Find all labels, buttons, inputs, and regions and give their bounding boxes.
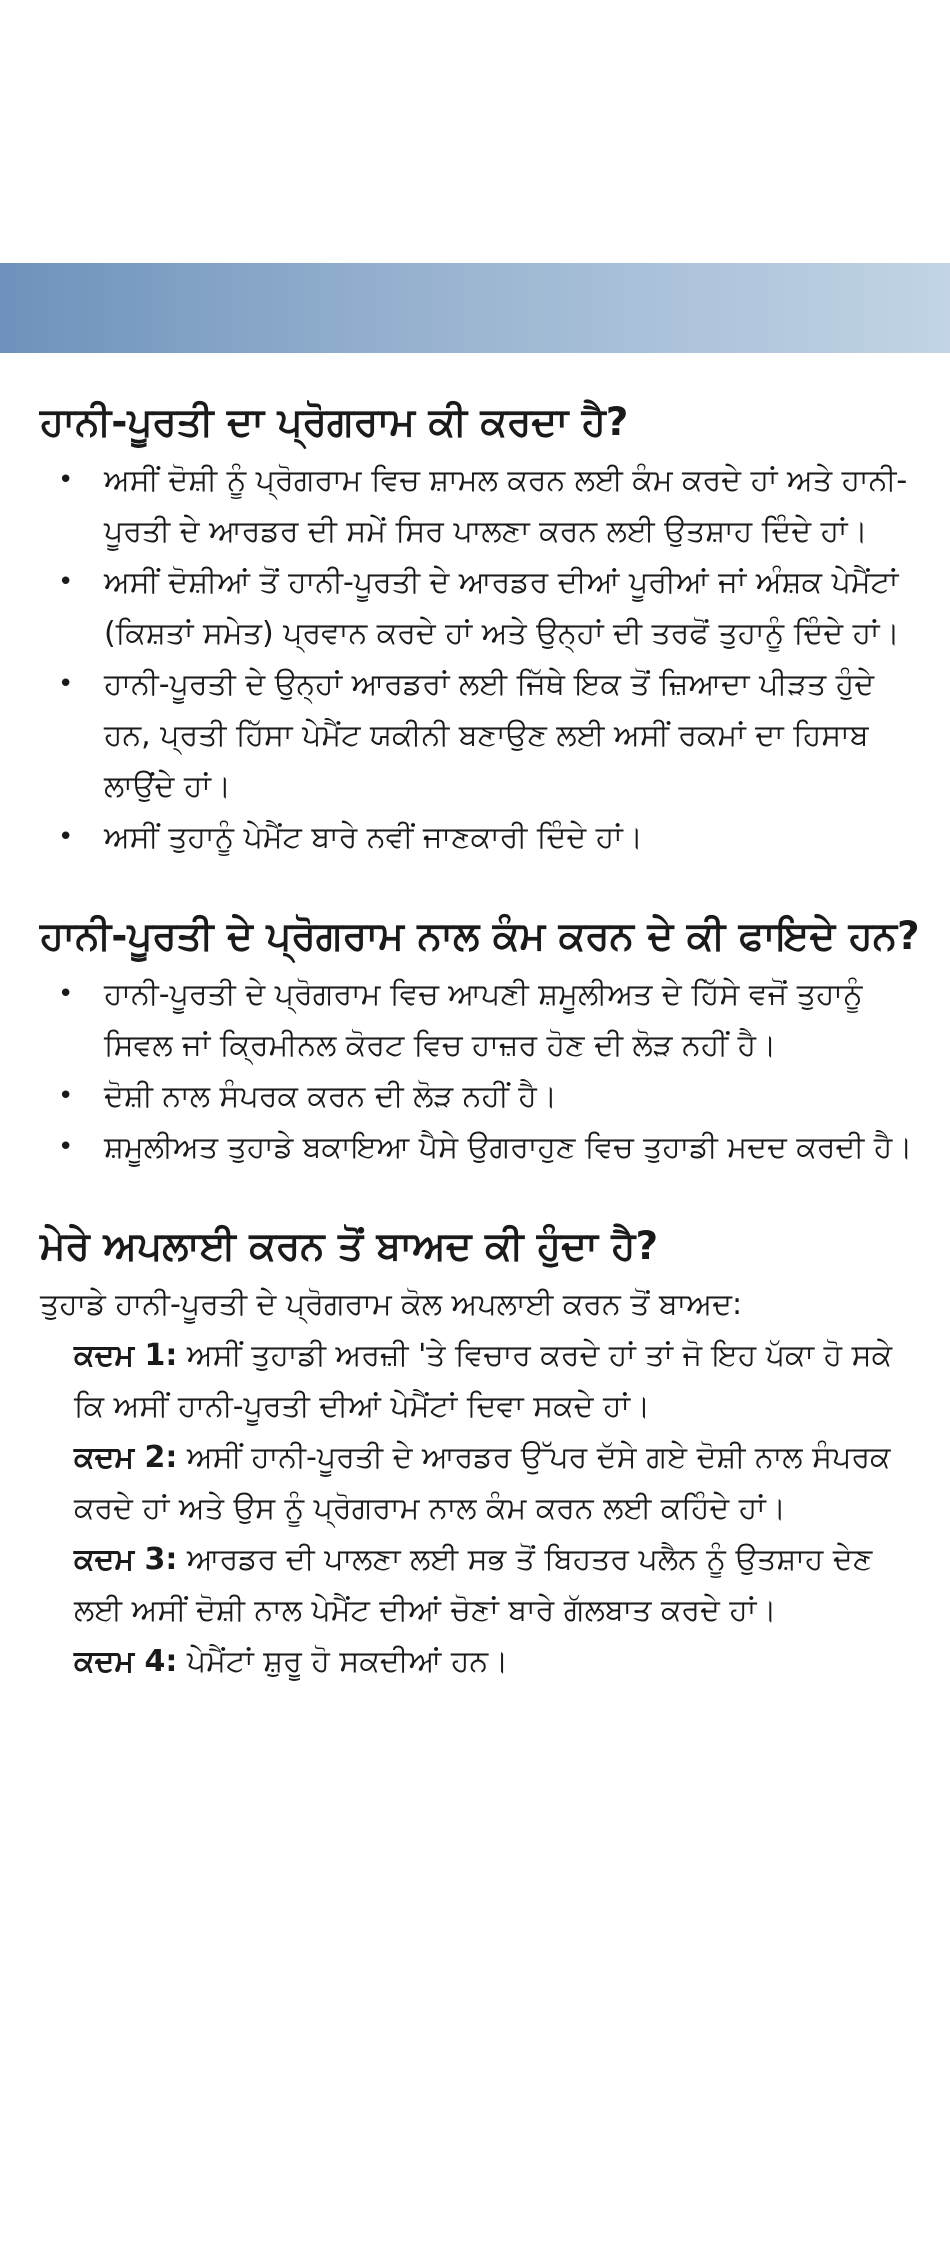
list-item (40, 455, 920, 557)
section-heading: ਮੇਰੇ ਅਪਲਾਈ ਕਰਨ ਤੋਂ ਬਾਅਦ ਕੀ ਹੁੰਦਾ ਹੈ? (40, 1224, 659, 1269)
step-item (74, 1330, 920, 1432)
list-item (40, 1122, 920, 1173)
step-item (74, 1432, 920, 1534)
list-item-text: ਹਾਨੀ-ਪੂਰਤੀ ਦੇ ਉਨ੍ਹਾਂ ਆਰਡਰਾਂ ਲਈ ਜਿੱਥੇ ਇਕ ਤੋਂ ਜ਼ਿਆਦਾ ਪੀੜਤ ਹੁੰਦੇ ਹਨ, ਪ੍ਰਤੀ ਹਿੱਸਾ ਪੇਮੈਂਟ ਯਕੀਨੀ ਬਣਾਉਣ ਲਈ ਅਸੀਂ ਰਕਮਾਂ ਦਾ ਹਿਸਾਬ ਲਾਉਂਦੇ ਹਾਂ। (104, 667, 875, 804)
list-item (40, 557, 920, 659)
step-label: ਕਦਮ 2: (74, 1440, 178, 1475)
section-intro: ਤੁਹਾਡੇ ਹਾਨੀ-ਪੂਰਤੀ ਦੇ ਪ੍ਰੋਗਰਾਮ ਕੋਲ ਅਪਲਾਈ ਕਰਨ ਤੋਂ ਬਾਅਦ: (40, 1287, 743, 1322)
bullet-icon: • (58, 465, 74, 495)
step-item (74, 1636, 920, 1687)
step-text: ਅਸੀਂ ਹਾਨੀ-ਪੂਰਤੀ ਦੇ ਆਰਡਰ ਉੱਪਰ ਦੱਸੇ ਗਏ ਦੋਸ਼ੀ ਨਾਲ ਸੰਪਰਕ ਕਰਦੇ ਹਾਂ ਅਤੇ ਉਸ ਨੂੰ ਪ੍ਰੋਗਰਾਮ ਨਾਲ ਕੰਮ ਕਰਨ ਲਈ ਕਹਿੰਦੇ ਹਾਂ। (74, 1440, 891, 1526)
section-heading: ਹਾਨੀ-ਪੂਰਤੀ ਦਾ ਪ੍ਰੋਗਰਾਮ ਕੀ ਕਰਦਾ ਹੈ? (40, 400, 629, 445)
step-item (74, 1534, 920, 1636)
section-after-applying (40, 1219, 920, 1687)
document-body (40, 395, 920, 1733)
section-what-program-does (40, 395, 920, 863)
step-text: ਆਰਡਰ ਦੀ ਪਾਲਣਾ ਲਈ ਸਭ ਤੋਂ ਬਿਹਤਰ ਪਲੈਨ ਨੂੰ ਉਤਸ਼ਾਹ ਦੇਣ ਲਈ ਅਸੀਂ ਦੋਸ਼ੀ ਨਾਲ ਪੇਮੈਂਟ ਦੀਆਂ ਚੋਣਾਂ ਬਾਰੇ ਗੱਲਬਾਤ ਕਰਦੇ ਹਾਂ। (74, 1542, 873, 1628)
step-text: ਅਸੀਂ ਤੁਹਾਡੀ ਅਰਜ਼ੀ 'ਤੇ ਵਿਚਾਰ ਕਰਦੇ ਹਾਂ ਤਾਂ ਜੋ ਇਹ ਪੱਕਾ ਹੋ ਸਕੇ ਕਿ ਅਸੀਂ ਹਾਨੀ-ਪੂਰਤੀ ਦੀਆਂ ਪੇਮੈਂਟਾਂ ਦਿਵਾ ਸਕਦੇ ਹਾਂ। (74, 1338, 893, 1424)
list-item-text: ਅਸੀਂ ਦੋਸ਼ੀਆਂ ਤੋਂ ਹਾਨੀ-ਪੂਰਤੀ ਦੇ ਆਰਡਰ ਦੀਆਂ ਪੂਰੀਆਂ ਜਾਂ ਅੰਸ਼ਕ ਪੇਮੈਂਟਾਂ (ਕਿਸ਼ਤਾਂ ਸਮੇਤ) ਪ੍ਰਵਾਨ ਕਰਦੇ ਹਾਂ ਅਤੇ ਉਨ੍ਹਾਂ ਦੀ ਤਰਫੋਂ ਤੁਹਾਨੂੰ ਦਿੰਦੇ ਹਾਂ। (104, 565, 900, 651)
list-item (40, 812, 920, 863)
bullet-icon: • (58, 1081, 74, 1111)
bullet-list (40, 969, 920, 1173)
list-item-text: ਅਸੀਂ ਦੋਸ਼ੀ ਨੂੰ ਪ੍ਰੋਗਰਾਮ ਵਿਚ ਸ਼ਾਮਲ ਕਰਨ ਲਈ ਕੰਮ ਕਰਦੇ ਹਾਂ ਅਤੇ ਹਾਨੀ-ਪੂਰਤੀ ਦੇ ਆਰਡਰ ਦੀ ਸਮੇਂ ਸਿਰ ਪਾਲਣਾ ਕਰਨ ਲਈ ਉਤਸ਼ਾਹ ਦਿੰਦੇ ਹਾਂ। (104, 463, 908, 549)
bullet-icon: • (58, 669, 74, 699)
section-heading: ਹਾਨੀ-ਪੂਰਤੀ ਦੇ ਪ੍ਰੋਗਰਾਮ ਨਾਲ ਕੰਮ ਕਰਨ ਦੇ ਕੀ ਫਾਇਦੇ ਹਨ? (40, 914, 920, 959)
list-item (40, 969, 920, 1071)
step-label: ਕਦਮ 3: (74, 1542, 178, 1577)
list-item (40, 1071, 920, 1122)
list-item-text: ਦੋਸ਼ੀ ਨਾਲ ਸੰਪਰਕ ਕਰਨ ਦੀ ਲੋੜ ਨਹੀਂ ਹੈ। (104, 1079, 558, 1114)
list-item (40, 659, 920, 812)
bullet-list (40, 455, 920, 863)
header-banner (0, 263, 950, 353)
step-label: ਕਦਮ 4: (74, 1644, 178, 1679)
bullet-icon: • (58, 822, 74, 852)
bullet-icon: • (58, 979, 74, 1009)
step-text: ਪੇਮੈਂਟਾਂ ਸ਼ੁਰੂ ਹੋ ਸਕਦੀਆਂ ਹਨ। (177, 1644, 509, 1679)
step-label: ਕਦਮ 1: (74, 1338, 178, 1373)
list-item-text: ਹਾਨੀ-ਪੂਰਤੀ ਦੇ ਪ੍ਰੋਗਰਾਮ ਵਿਚ ਆਪਣੀ ਸ਼ਮੂਲੀਅਤ ਦੇ ਹਿੱਸੇ ਵਜੋਂ ਤੁਹਾਨੂੰ ਸਿਵਲ ਜਾਂ ਕ੍ਰਿਮੀਨਲ ਕੋਰਟ ਵਿਚ ਹਾਜ਼ਰ ਹੋਣ ਦੀ ਲੋੜ ਨਹੀਂ ਹੈ। (104, 977, 863, 1063)
bullet-icon: • (58, 1132, 74, 1162)
steps-list (40, 1330, 920, 1687)
list-item-text: ਸ਼ਮੂਲੀਅਤ ਤੁਹਾਡੇ ਬਕਾਇਆ ਪੈਸੇ ਉਗਰਾਹੁਣ ਵਿਚ ਤੁਹਾਡੀ ਮਦਦ ਕਰਦੀ ਹੈ। (104, 1130, 913, 1165)
list-item-text: ਅਸੀਂ ਤੁਹਾਨੂੰ ਪੇਮੈਂਟ ਬਾਰੇ ਨਵੀਂ ਜਾਣਕਾਰੀ ਦਿੰਦੇ ਹਾਂ। (104, 820, 643, 855)
section-benefits (40, 909, 920, 1173)
bullet-icon: • (58, 567, 74, 597)
